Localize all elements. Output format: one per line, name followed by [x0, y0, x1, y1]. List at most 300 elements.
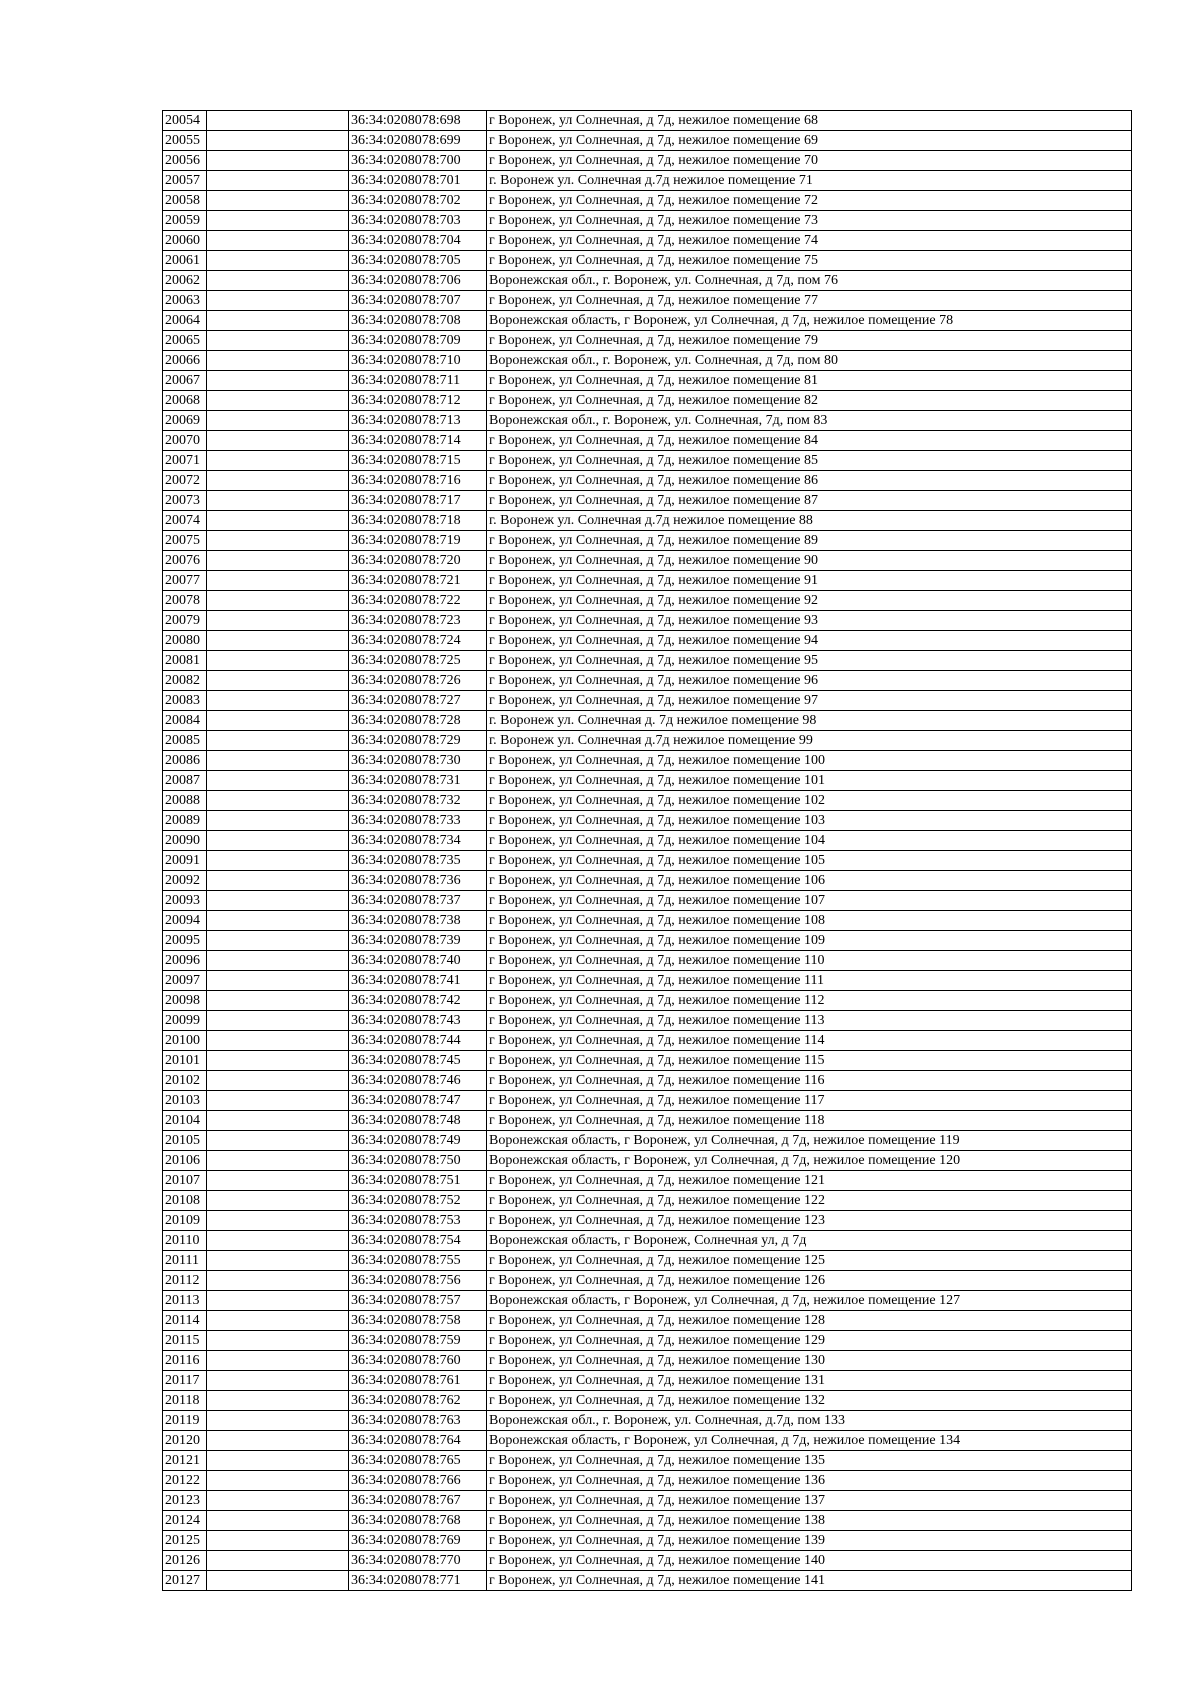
table-row	[163, 151, 1132, 171]
table-row	[163, 771, 1132, 791]
table-row	[163, 991, 1132, 1011]
empty-cell	[207, 1291, 349, 1311]
row-number-cell: 20085	[163, 731, 207, 751]
table-row	[163, 671, 1132, 691]
table-row	[163, 1551, 1132, 1571]
cadastral-number-cell: 36:34:0208078:754	[349, 1231, 487, 1251]
row-number-cell: 20069	[163, 411, 207, 431]
address-cell: г Воронеж, ул Солнечная, д 7д, нежилое помещение 95	[487, 651, 1132, 671]
empty-cell	[207, 1271, 349, 1291]
row-number-cell: 20098	[163, 991, 207, 1011]
table-row	[163, 311, 1132, 331]
cadastral-number-cell: 36:34:0208078:735	[349, 851, 487, 871]
address-cell: г Воронеж, ул Солнечная, д 7д, нежилое помещение 77	[487, 291, 1132, 311]
cadastral-number-cell: 36:34:0208078:726	[349, 671, 487, 691]
row-number-cell: 20066	[163, 351, 207, 371]
row-number-cell: 20062	[163, 271, 207, 291]
address-cell: г Воронеж, ул Солнечная, д 7д, нежилое помещение 106	[487, 871, 1132, 891]
address-cell: г Воронеж, ул Солнечная, д 7д, нежилое помещение 141	[487, 1571, 1132, 1591]
address-cell: г Воронеж, ул Солнечная, д 7д, нежилое помещение 105	[487, 851, 1132, 871]
cadastral-number-cell: 36:34:0208078:733	[349, 811, 487, 831]
empty-cell	[207, 1411, 349, 1431]
row-number-cell: 20121	[163, 1451, 207, 1471]
row-number-cell: 20091	[163, 851, 207, 871]
table-row	[163, 551, 1132, 571]
table-row	[163, 251, 1132, 271]
address-cell: г Воронеж, ул Солнечная, д 7д, нежилое помещение 128	[487, 1311, 1132, 1331]
table-row	[163, 1051, 1132, 1071]
cadastral-number-cell: 36:34:0208078:710	[349, 351, 487, 371]
cadastral-number-cell: 36:34:0208078:718	[349, 511, 487, 531]
address-cell: г Воронеж, ул Солнечная, д 7д, нежилое помещение 109	[487, 931, 1132, 951]
cadastral-number-cell: 36:34:0208078:720	[349, 551, 487, 571]
cadastral-number-cell: 36:34:0208078:758	[349, 1311, 487, 1331]
address-cell: г Воронеж, ул Солнечная, д 7д, нежилое помещение 140	[487, 1551, 1132, 1571]
cadastral-number-cell: 36:34:0208078:727	[349, 691, 487, 711]
row-number-cell: 20126	[163, 1551, 207, 1571]
cadastral-number-cell: 36:34:0208078:705	[349, 251, 487, 271]
empty-cell	[207, 671, 349, 691]
row-number-cell: 20108	[163, 1191, 207, 1211]
row-number-cell: 20075	[163, 531, 207, 551]
table-row	[163, 371, 1132, 391]
table-row	[163, 871, 1132, 891]
address-cell: г Воронеж, ул Солнечная, д 7д, нежилое помещение 115	[487, 1051, 1132, 1071]
table-row	[163, 791, 1132, 811]
address-cell: г Воронеж, ул Солнечная, д 7д, нежилое помещение 122	[487, 1191, 1132, 1211]
cadastral-number-cell: 36:34:0208078:769	[349, 1531, 487, 1551]
cadastral-number-cell: 36:34:0208078:722	[349, 591, 487, 611]
cadastral-number-cell: 36:34:0208078:750	[349, 1151, 487, 1171]
empty-cell	[207, 711, 349, 731]
empty-cell	[207, 871, 349, 891]
empty-cell	[207, 1111, 349, 1131]
table-row	[163, 1311, 1132, 1331]
empty-cell	[207, 211, 349, 231]
empty-cell	[207, 531, 349, 551]
empty-cell	[207, 811, 349, 831]
address-cell: г Воронеж, ул Солнечная, д 7д, нежилое помещение 74	[487, 231, 1132, 251]
row-number-cell: 20096	[163, 951, 207, 971]
cadastral-number-cell: 36:34:0208078:699	[349, 131, 487, 151]
row-number-cell: 20090	[163, 831, 207, 851]
row-number-cell: 20127	[163, 1571, 207, 1591]
row-number-cell: 20117	[163, 1371, 207, 1391]
row-number-cell: 20070	[163, 431, 207, 451]
empty-cell	[207, 891, 349, 911]
address-cell: г Воронеж, ул Солнечная, д 7д, нежилое помещение 104	[487, 831, 1132, 851]
cadastral-number-cell: 36:34:0208078:731	[349, 771, 487, 791]
empty-cell	[207, 1131, 349, 1151]
address-cell: Воронежская обл., г. Воронеж, ул. Солнечная, д 7д, пом 76	[487, 271, 1132, 291]
row-number-cell: 20061	[163, 251, 207, 271]
cadastral-number-cell: 36:34:0208078:770	[349, 1551, 487, 1571]
table-row	[163, 931, 1132, 951]
address-cell: г Воронеж, ул Солнечная, д 7д, нежилое помещение 101	[487, 771, 1132, 791]
address-cell: г Воронеж, ул Солнечная, д 7д, нежилое помещение 111	[487, 971, 1132, 991]
cadastral-number-cell: 36:34:0208078:751	[349, 1171, 487, 1191]
table-row	[163, 1271, 1132, 1291]
empty-cell	[207, 471, 349, 491]
address-cell: г Воронеж, ул Солнечная, д 7д, нежилое помещение 135	[487, 1451, 1132, 1471]
row-number-cell: 20079	[163, 611, 207, 631]
table-row	[163, 411, 1132, 431]
row-number-cell: 20097	[163, 971, 207, 991]
table-row	[163, 731, 1132, 751]
empty-cell	[207, 1391, 349, 1411]
table-row	[163, 511, 1132, 531]
cadastral-number-cell: 36:34:0208078:712	[349, 391, 487, 411]
row-number-cell: 20076	[163, 551, 207, 571]
row-number-cell: 20077	[163, 571, 207, 591]
address-cell: г Воронеж, ул Солнечная, д 7д, нежилое помещение 108	[487, 911, 1132, 931]
cadastral-number-cell: 36:34:0208078:698	[349, 111, 487, 131]
table-row	[163, 1191, 1132, 1211]
table-row	[163, 531, 1132, 551]
table-row	[163, 131, 1132, 151]
address-cell: г Воронеж, ул Солнечная, д 7д, нежилое помещение 116	[487, 1071, 1132, 1091]
empty-cell	[207, 751, 349, 771]
cadastral-number-cell: 36:34:0208078:721	[349, 571, 487, 591]
address-cell: г Воронеж, ул Солнечная, д 7д, нежилое помещение 85	[487, 451, 1132, 471]
table-row	[163, 1531, 1132, 1551]
row-number-cell: 20093	[163, 891, 207, 911]
table-row	[163, 851, 1132, 871]
registry-table-body	[163, 111, 1132, 1591]
empty-cell	[207, 251, 349, 271]
address-cell: г Воронеж, ул Солнечная, д 7д, нежилое помещение 81	[487, 371, 1132, 391]
empty-cell	[207, 191, 349, 211]
table-row	[163, 1031, 1132, 1051]
address-cell: г Воронеж, ул Солнечная, д 7д, нежилое помещение 75	[487, 251, 1132, 271]
empty-cell	[207, 1531, 349, 1551]
address-cell: г Воронеж, ул Солнечная, д 7д, нежилое помещение 79	[487, 331, 1132, 351]
cadastral-number-cell: 36:34:0208078:716	[349, 471, 487, 491]
empty-cell	[207, 331, 349, 351]
table-row	[163, 391, 1132, 411]
row-number-cell: 20095	[163, 931, 207, 951]
empty-cell	[207, 391, 349, 411]
cadastral-number-cell: 36:34:0208078:707	[349, 291, 487, 311]
row-number-cell: 20116	[163, 1351, 207, 1371]
row-number-cell: 20056	[163, 151, 207, 171]
table-row	[163, 231, 1132, 251]
empty-cell	[207, 991, 349, 1011]
row-number-cell: 20067	[163, 371, 207, 391]
row-number-cell: 20092	[163, 871, 207, 891]
row-number-cell: 20112	[163, 1271, 207, 1291]
row-number-cell: 20072	[163, 471, 207, 491]
table-row	[163, 1451, 1132, 1471]
address-cell: г Воронеж, ул Солнечная, д 7д, нежилое помещение 69	[487, 131, 1132, 151]
table-row	[163, 471, 1132, 491]
table-row	[163, 1291, 1132, 1311]
cadastral-number-cell: 36:34:0208078:730	[349, 751, 487, 771]
address-cell: г Воронеж, ул Солнечная, д 7д, нежилое помещение 130	[487, 1351, 1132, 1371]
table-row	[163, 631, 1132, 651]
address-cell: г Воронеж, ул Солнечная, д 7д, нежилое помещение 100	[487, 751, 1132, 771]
table-row	[163, 431, 1132, 451]
row-number-cell: 20059	[163, 211, 207, 231]
cadastral-number-cell: 36:34:0208078:732	[349, 791, 487, 811]
cadastral-number-cell: 36:34:0208078:747	[349, 1091, 487, 1111]
row-number-cell: 20068	[163, 391, 207, 411]
address-cell: г Воронеж, ул Солнечная, д 7д, нежилое помещение 123	[487, 1211, 1132, 1231]
cadastral-number-cell: 36:34:0208078:743	[349, 1011, 487, 1031]
empty-cell	[207, 411, 349, 431]
address-cell: г Воронеж, ул Солнечная, д 7д, нежилое помещение 92	[487, 591, 1132, 611]
table-row	[163, 191, 1132, 211]
empty-cell	[207, 1231, 349, 1251]
empty-cell	[207, 271, 349, 291]
row-number-cell: 20111	[163, 1251, 207, 1271]
table-row	[163, 171, 1132, 191]
address-cell: г Воронеж, ул Солнечная, д 7д, нежилое помещение 112	[487, 991, 1132, 1011]
address-cell: г. Воронеж ул. Солнечная д.7д нежилое помещение 88	[487, 511, 1132, 531]
address-cell: г Воронеж, ул Солнечная, д 7д, нежилое помещение 114	[487, 1031, 1132, 1051]
cadastral-number-cell: 36:34:0208078:719	[349, 531, 487, 551]
row-number-cell: 20100	[163, 1031, 207, 1051]
cadastral-number-cell: 36:34:0208078:759	[349, 1331, 487, 1351]
table-row	[163, 1471, 1132, 1491]
cadastral-number-cell: 36:34:0208078:757	[349, 1291, 487, 1311]
address-cell: г Воронеж, ул Солнечная, д 7д, нежилое помещение 84	[487, 431, 1132, 451]
empty-cell	[207, 911, 349, 931]
address-cell: г Воронеж, ул Солнечная, д 7д, нежилое помещение 68	[487, 111, 1132, 131]
table-row	[163, 951, 1132, 971]
row-number-cell: 20065	[163, 331, 207, 351]
cadastral-number-cell: 36:34:0208078:755	[349, 1251, 487, 1271]
address-cell: г Воронеж, ул Солнечная, д 7д, нежилое помещение 70	[487, 151, 1132, 171]
row-number-cell: 20083	[163, 691, 207, 711]
address-cell: г Воронеж, ул Солнечная, д 7д, нежилое помещение 139	[487, 1531, 1132, 1551]
empty-cell	[207, 171, 349, 191]
cadastral-number-cell: 36:34:0208078:724	[349, 631, 487, 651]
address-cell: Воронежская обл., г. Воронеж, ул. Солнечная, 7д, пом 83	[487, 411, 1132, 431]
cadastral-number-cell: 36:34:0208078:709	[349, 331, 487, 351]
cadastral-number-cell: 36:34:0208078:744	[349, 1031, 487, 1051]
empty-cell	[207, 151, 349, 171]
row-number-cell: 20074	[163, 511, 207, 531]
address-cell: г Воронеж, ул Солнечная, д 7д, нежилое помещение 96	[487, 671, 1132, 691]
address-cell: г Воронеж, ул Солнечная, д 7д, нежилое помещение 137	[487, 1491, 1132, 1511]
address-cell: Воронежская область, г Воронеж, Солнечная ул, д 7д	[487, 1231, 1132, 1251]
table-row	[163, 611, 1132, 631]
address-cell: г Воронеж, ул Солнечная, д 7д, нежилое помещение 126	[487, 1271, 1132, 1291]
address-cell: г Воронеж, ул Солнечная, д 7д, нежилое помещение 125	[487, 1251, 1132, 1271]
address-cell: г Воронеж, ул Солнечная, д 7д, нежилое помещение 113	[487, 1011, 1132, 1031]
cadastral-number-cell: 36:34:0208078:711	[349, 371, 487, 391]
empty-cell	[207, 971, 349, 991]
empty-cell	[207, 1051, 349, 1071]
cadastral-number-cell: 36:34:0208078:700	[349, 151, 487, 171]
cadastral-number-cell: 36:34:0208078:767	[349, 1491, 487, 1511]
row-number-cell: 20087	[163, 771, 207, 791]
address-cell: г Воронеж, ул Солнечная, д 7д, нежилое помещение 132	[487, 1391, 1132, 1411]
row-number-cell: 20125	[163, 1531, 207, 1551]
address-cell: Воронежская область, г Воронеж, ул Солнечная, д 7д, нежилое помещение 119	[487, 1131, 1132, 1151]
empty-cell	[207, 1571, 349, 1591]
row-number-cell: 20103	[163, 1091, 207, 1111]
row-number-cell: 20084	[163, 711, 207, 731]
empty-cell	[207, 591, 349, 611]
empty-cell	[207, 1371, 349, 1391]
cadastral-number-cell: 36:34:0208078:760	[349, 1351, 487, 1371]
empty-cell	[207, 111, 349, 131]
empty-cell	[207, 551, 349, 571]
cadastral-number-cell: 36:34:0208078:765	[349, 1451, 487, 1471]
empty-cell	[207, 1351, 349, 1371]
empty-cell	[207, 1471, 349, 1491]
address-cell: г Воронеж, ул Солнечная, д 7д, нежилое помещение 138	[487, 1511, 1132, 1531]
table-row	[163, 1511, 1132, 1531]
table-row	[163, 711, 1132, 731]
empty-cell	[207, 771, 349, 791]
row-number-cell: 20099	[163, 1011, 207, 1031]
table-row	[163, 1351, 1132, 1371]
address-cell: Воронежская область, г Воронеж, ул Солнечная, д 7д, нежилое помещение 134	[487, 1431, 1132, 1451]
cadastral-number-cell: 36:34:0208078:740	[349, 951, 487, 971]
empty-cell	[207, 1431, 349, 1451]
address-cell: г Воронеж, ул Солнечная, д 7д, нежилое помещение 118	[487, 1111, 1132, 1131]
table-row	[163, 1411, 1132, 1431]
table-row	[163, 691, 1132, 711]
cadastral-number-cell: 36:34:0208078:766	[349, 1471, 487, 1491]
row-number-cell: 20055	[163, 131, 207, 151]
address-cell: г Воронеж, ул Солнечная, д 7д, нежилое помещение 117	[487, 1091, 1132, 1111]
row-number-cell: 20086	[163, 751, 207, 771]
empty-cell	[207, 1151, 349, 1171]
address-cell: г Воронеж, ул Солнечная, д 7д, нежилое помещение 97	[487, 691, 1132, 711]
cadastral-number-cell: 36:34:0208078:746	[349, 1071, 487, 1091]
cadastral-number-cell: 36:34:0208078:701	[349, 171, 487, 191]
table-row	[163, 811, 1132, 831]
row-number-cell: 20124	[163, 1511, 207, 1531]
empty-cell	[207, 131, 349, 151]
empty-cell	[207, 571, 349, 591]
table-row	[163, 1371, 1132, 1391]
cadastral-number-cell: 36:34:0208078:703	[349, 211, 487, 231]
table-row	[163, 1431, 1132, 1451]
cadastral-number-cell: 36:34:0208078:753	[349, 1211, 487, 1231]
address-cell: г Воронеж, ул Солнечная, д 7д, нежилое помещение 93	[487, 611, 1132, 631]
cadastral-number-cell: 36:34:0208078:714	[349, 431, 487, 451]
address-cell: г Воронеж, ул Солнечная, д 7д, нежилое помещение 110	[487, 951, 1132, 971]
row-number-cell: 20102	[163, 1071, 207, 1091]
cadastral-number-cell: 36:34:0208078:708	[349, 311, 487, 331]
row-number-cell: 20106	[163, 1151, 207, 1171]
table-row	[163, 1331, 1132, 1351]
empty-cell	[207, 1451, 349, 1471]
address-cell: г Воронеж, ул Солнечная, д 7д, нежилое помещение 89	[487, 531, 1132, 551]
empty-cell	[207, 931, 349, 951]
table-row	[163, 971, 1132, 991]
table-row	[163, 911, 1132, 931]
cadastral-number-cell: 36:34:0208078:741	[349, 971, 487, 991]
empty-cell	[207, 491, 349, 511]
address-cell: Воронежская область, г Воронеж, ул Солнечная, д 7д, нежилое помещение 120	[487, 1151, 1132, 1171]
table-row	[163, 1131, 1132, 1151]
cadastral-number-cell: 36:34:0208078:756	[349, 1271, 487, 1291]
cadastral-number-cell: 36:34:0208078:734	[349, 831, 487, 851]
address-cell: Воронежская обл., г. Воронеж, ул. Солнечная, д 7д, пом 80	[487, 351, 1132, 371]
address-cell: г Воронеж, ул Солнечная, д 7д, нежилое помещение 87	[487, 491, 1132, 511]
address-cell: г Воронеж, ул Солнечная, д 7д, нежилое помещение 86	[487, 471, 1132, 491]
cadastral-number-cell: 36:34:0208078:715	[349, 451, 487, 471]
address-cell: г Воронеж, ул Солнечная, д 7д, нежилое помещение 129	[487, 1331, 1132, 1351]
address-cell: г Воронеж, ул Солнечная, д 7д, нежилое помещение 94	[487, 631, 1132, 651]
empty-cell	[207, 1171, 349, 1191]
empty-cell	[207, 951, 349, 971]
address-cell: Воронежская обл., г. Воронеж, ул. Солнечная, д.7д, пом 133	[487, 1411, 1132, 1431]
address-cell: г Воронеж, ул Солнечная, д 7д, нежилое помещение 102	[487, 791, 1132, 811]
table-row	[163, 1151, 1132, 1171]
table-row	[163, 1231, 1132, 1251]
row-number-cell: 20115	[163, 1331, 207, 1351]
table-row	[163, 271, 1132, 291]
empty-cell	[207, 1311, 349, 1331]
cadastral-number-cell: 36:34:0208078:742	[349, 991, 487, 1011]
address-cell: г Воронеж, ул Солнечная, д 7д, нежилое помещение 73	[487, 211, 1132, 231]
cadastral-number-cell: 36:34:0208078:745	[349, 1051, 487, 1071]
empty-cell	[207, 431, 349, 451]
empty-cell	[207, 651, 349, 671]
table-row	[163, 1011, 1132, 1031]
row-number-cell: 20109	[163, 1211, 207, 1231]
table-row	[163, 891, 1132, 911]
row-number-cell: 20120	[163, 1431, 207, 1451]
table-row	[163, 1071, 1132, 1091]
table-row	[163, 211, 1132, 231]
empty-cell	[207, 1191, 349, 1211]
table-row	[163, 1251, 1132, 1271]
table-row	[163, 1091, 1132, 1111]
row-number-cell: 20118	[163, 1391, 207, 1411]
address-cell: г Воронеж, ул Солнечная, д 7д, нежилое помещение 136	[487, 1471, 1132, 1491]
table-row	[163, 331, 1132, 351]
empty-cell	[207, 1211, 349, 1231]
property-registry-table	[162, 110, 1132, 1591]
empty-cell	[207, 311, 349, 331]
table-row	[163, 111, 1132, 131]
table-row	[163, 491, 1132, 511]
row-number-cell: 20057	[163, 171, 207, 191]
table-row	[163, 1571, 1132, 1591]
cadastral-number-cell: 36:34:0208078:763	[349, 1411, 487, 1431]
address-cell: г Воронеж, ул Солнечная, д 7д, нежилое помещение 103	[487, 811, 1132, 831]
empty-cell	[207, 511, 349, 531]
row-number-cell: 20088	[163, 791, 207, 811]
row-number-cell: 20064	[163, 311, 207, 331]
cadastral-number-cell: 36:34:0208078:736	[349, 871, 487, 891]
table-row	[163, 1171, 1132, 1191]
row-number-cell: 20105	[163, 1131, 207, 1151]
address-cell: г. Воронеж ул. Солнечная д.7д нежилое помещение 99	[487, 731, 1132, 751]
cadastral-number-cell: 36:34:0208078:702	[349, 191, 487, 211]
row-number-cell: 20110	[163, 1231, 207, 1251]
empty-cell	[207, 231, 349, 251]
address-cell: г Воронеж, ул Солнечная, д 7д, нежилое помещение 107	[487, 891, 1132, 911]
empty-cell	[207, 291, 349, 311]
table-row	[163, 1391, 1132, 1411]
address-cell: Воронежская область, г Воронеж, ул Солнечная, д 7д, нежилое помещение 78	[487, 311, 1132, 331]
empty-cell	[207, 791, 349, 811]
empty-cell	[207, 451, 349, 471]
row-number-cell: 20123	[163, 1491, 207, 1511]
cadastral-number-cell: 36:34:0208078:737	[349, 891, 487, 911]
cadastral-number-cell: 36:34:0208078:749	[349, 1131, 487, 1151]
table-row	[163, 1111, 1132, 1131]
